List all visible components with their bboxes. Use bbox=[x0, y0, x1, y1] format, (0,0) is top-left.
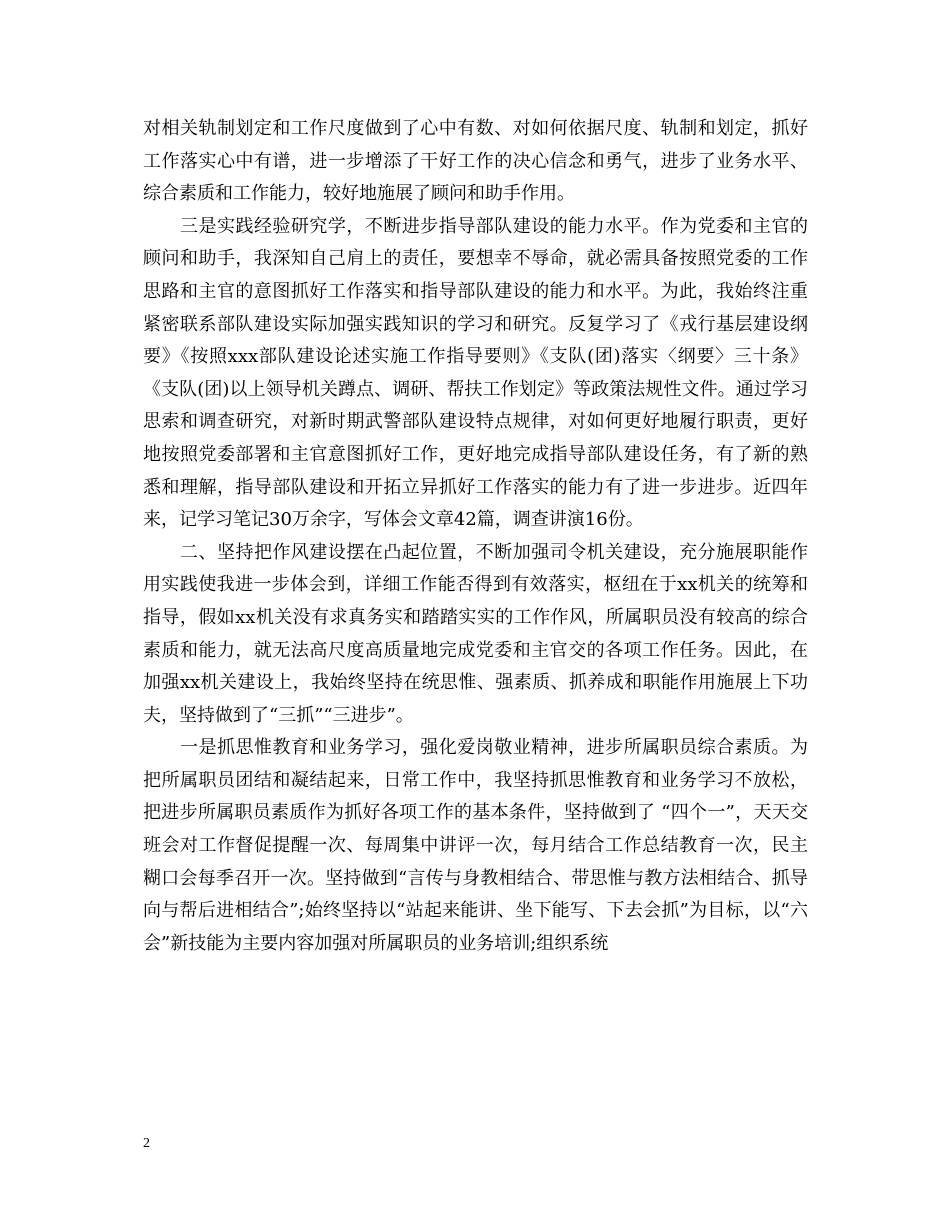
paragraph: 二、坚持把作风建设摆在凸起位置，不断加强司令机关建设，充分施展职能作用实践使我进一步体会到，详细工作能否得到有效落实，枢纽在于xx机关的统筹和指导，假如xx机关没有求真务实和踏踏实实的工作作风，所属职员没有较高的综合素质和能力，就无法高尺度高质量地完成党委和主官交的各项工作任务。因此，在加强xx机关建设上，我始终坚持在统思惟、强素质、抓养成和职能作用施展上下功夫，坚持做到了“三抓”“三进步”。 bbox=[143, 541, 808, 726]
page-number: 2 bbox=[143, 1136, 150, 1151]
paragraph-continuation: 对相关轨制划定和工作尺度做到了心中有数、对如何依据尺度、轨制和划定，抓好工作落实心中有谱，进一步增添了干好工作的决心信念和勇气，进步了业务水平、综合素质和工作能力，较好地施展了顾问和助手作用。 bbox=[143, 118, 808, 205]
paragraph: 三是实践经验研究学，不断进步指导部队建设的能力水平。作为党委和主官的顾问和助手，我深知自己肩上的责任，要想幸不辱命，就必需具备按照党委的工作思路和主官的意图抓好工作落实和指导部队建设的能力和水平。为此，我始终注重紧密联系部队建设实际加强实践知识的学习和研究。反复学习了《戎行基层建设纲要》《按照xxx部队建设论述实施工作指导要则》《支队(团)落实〈纲要〉三十条》《支队(团)以上领导机关蹲点、调研、帮扶工作划定》等政策法规性文件。通过学习思索和调查研究，对新时期武警部队建设特点规律，对如何更好地履行职责，更好地按照党委部署和主官意图抓好工作，更好地完成指导部队建设任务，有了新的熟悉和理解，指导部队建设和开拓立异抓好工作落实的能力有了进一步进步。近四年来，记学习笔记30万余字，写体会文章42篇，调查讲演16份。 bbox=[143, 215, 808, 531]
paragraph: 一是抓思惟教育和业务学习，强化爱岗敬业精神，进步所属职员综合素质。为把所属职员团结和凝结起来，日常工作中，我坚持抓思惟教育和业务学习不放松，把进步所属职员素质作为抓好各项工作的基本条件，坚持做到了 “四个一”，天天交班会对工作督促提醒一次、每周集中讲评一次，每月结合工作总结教育一次，民主糊口会每季召开一次。坚持做到“言传与身教相结合、带思惟与教方法相结合、抓导向与帮后进相结合”;始终坚持以“站起来能讲、坐下能写、下去会抓”为目标，以“六会”新技能为主要内容加强对所属职员的业务培训;组织系统 bbox=[143, 737, 808, 954]
body-text bbox=[143, 113, 808, 960]
